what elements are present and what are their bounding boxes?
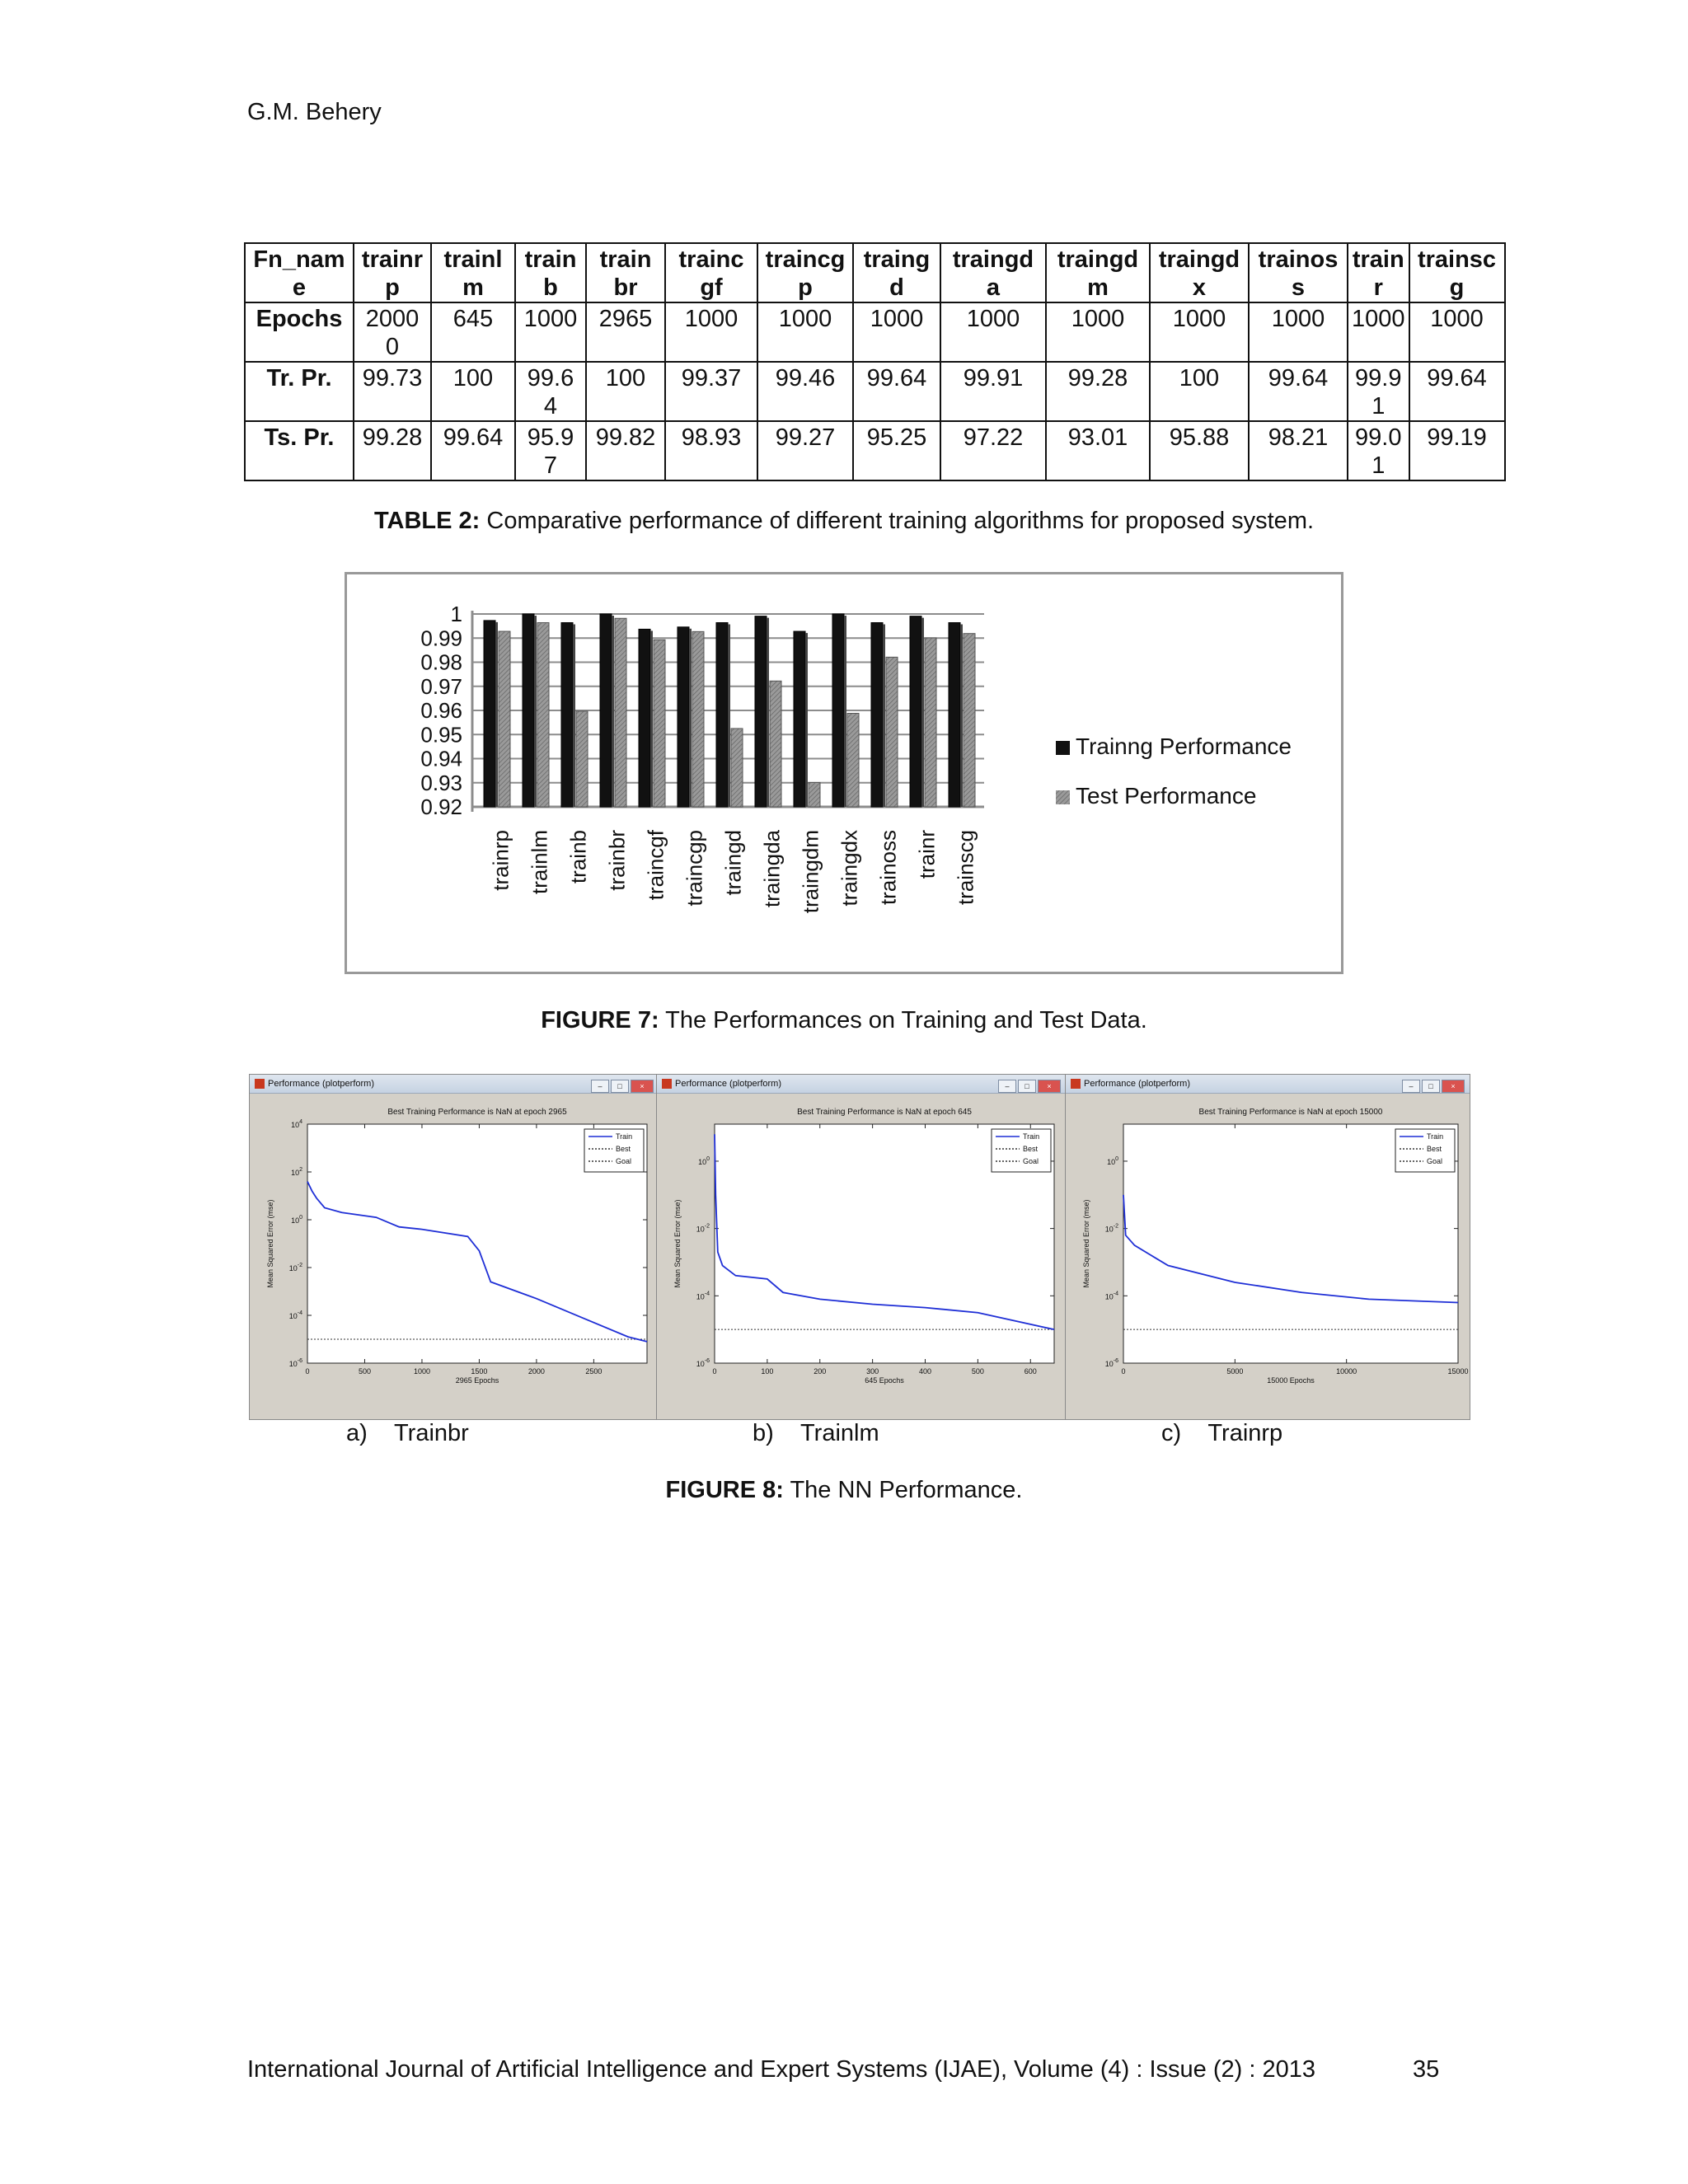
row-header: Epochs xyxy=(245,302,354,362)
x-tick-label: 300 xyxy=(866,1367,879,1376)
minimize-button[interactable]: – xyxy=(998,1080,1016,1093)
subfigure-label-b: b) Trainlm xyxy=(753,1420,879,1446)
bar-train-trainoss xyxy=(871,623,883,807)
results-table xyxy=(244,242,1506,481)
x-tick-label: trainoss xyxy=(875,830,901,906)
bar-test-traingdm xyxy=(809,782,820,807)
subfigure-label-a: a) Trainbr xyxy=(346,1420,469,1446)
maximize-button[interactable]: □ xyxy=(1422,1080,1440,1093)
figure-8-caption-label: FIGURE 8: xyxy=(665,1477,784,1503)
table-cell: 1000 xyxy=(665,302,757,362)
figure-7-caption-text: The Performances on Training and Test Data. xyxy=(659,1007,1147,1033)
bar-train-side xyxy=(534,616,537,807)
plot-window-trainlm xyxy=(656,1074,1067,1420)
page-number: 35 xyxy=(1413,2056,1440,2083)
x-tick-label: 100 xyxy=(761,1367,774,1376)
legend-label-train: Train xyxy=(1023,1132,1040,1141)
table-cell: 1000 xyxy=(1150,302,1249,362)
bar-test-trainb xyxy=(576,711,588,807)
bar-train-side xyxy=(650,630,653,807)
y-axis-label: Mean Squared Error (mse) xyxy=(673,1199,682,1288)
x-tick-label: 1500 xyxy=(471,1367,488,1376)
y-tick-label: $10^{-6}$ xyxy=(696,1358,710,1368)
y-tick-label: $10^{-4}$ xyxy=(1104,1291,1118,1301)
table-cell: 98.93 xyxy=(665,421,757,480)
x-tick-label: trainbr xyxy=(604,830,630,891)
window-title: Performance (plotperform) xyxy=(268,1079,374,1089)
minimize-button[interactable]: – xyxy=(1402,1080,1420,1093)
x-tick-label: 5000 xyxy=(1226,1367,1244,1376)
legend-swatch-train xyxy=(1056,741,1070,755)
column-header: trainl m xyxy=(431,243,515,302)
minimize-button[interactable]: – xyxy=(591,1080,609,1093)
bar-train-side xyxy=(728,625,730,807)
y-tick-label: 0.94 xyxy=(420,746,462,771)
subfigure-label-c: c) Trainrp xyxy=(1161,1420,1283,1446)
table-cell: 1000 xyxy=(757,302,853,362)
x-tick-label: 0 xyxy=(1121,1367,1126,1376)
table-cell: 98.21 xyxy=(1249,421,1348,480)
x-axis-label: 2965 Epochs xyxy=(455,1376,499,1385)
bar-train-side xyxy=(883,625,885,807)
column-header: train b xyxy=(515,243,586,302)
y-tick-label: $10^{-6}$ xyxy=(288,1358,302,1368)
bar-test-traingdx xyxy=(847,714,859,807)
bar-train-trainb xyxy=(561,623,573,807)
bar-train-side xyxy=(767,618,769,807)
y-tick-label: 0.92 xyxy=(420,794,462,819)
table-cell: 1000 xyxy=(1046,302,1150,362)
legend-box xyxy=(584,1129,644,1172)
table-cell: 93.01 xyxy=(1046,421,1150,480)
x-tick-label: 2000 xyxy=(528,1367,545,1376)
x-tick-label: traingda xyxy=(759,830,785,907)
table-cell: 2000 0 xyxy=(354,302,431,362)
figure-8-caption xyxy=(0,1477,1688,1504)
table-cell: 99.27 xyxy=(757,421,853,480)
table-cell: 99.64 xyxy=(1249,362,1348,421)
bar-train-traingdx xyxy=(832,614,844,807)
column-header: trainc gf xyxy=(665,243,757,302)
column-header: traing d xyxy=(853,243,940,302)
x-tick-label: trainlm xyxy=(527,830,552,895)
table-cell: 1000 xyxy=(515,302,586,362)
y-tick-label: 0.99 xyxy=(420,626,462,651)
x-tick-label: trainrp xyxy=(488,830,513,891)
bar-train-traingd xyxy=(716,623,728,807)
legend-box xyxy=(1395,1129,1455,1172)
y-tick-label: $10^0$ xyxy=(1107,1155,1118,1166)
bar-train-traingda xyxy=(755,616,767,807)
table-cell: 99.6 4 xyxy=(515,362,586,421)
table-caption xyxy=(0,508,1688,535)
plot-title: Best Training Performance is NaN at epoch 645 xyxy=(797,1108,972,1117)
y-tick-label: $10^0$ xyxy=(698,1155,710,1166)
bar-train-trainrp xyxy=(484,621,495,807)
x-tick-label: traingd xyxy=(720,830,746,896)
performance-plot-trainbr xyxy=(250,1093,659,1419)
table-cell: 99.91 xyxy=(940,362,1046,421)
table-cell: 100 xyxy=(586,362,665,421)
bar-train-traingdm xyxy=(794,631,805,807)
bar-train-side xyxy=(960,625,963,807)
bar-test-trainbr xyxy=(615,618,626,807)
x-tick-label: 1000 xyxy=(413,1367,430,1376)
legend-box xyxy=(992,1129,1051,1172)
y-tick-label: 0.93 xyxy=(420,770,462,795)
table-cell: 1000 xyxy=(940,302,1046,362)
window-title: Performance (plotperform) xyxy=(675,1079,781,1089)
x-tick-label: 0 xyxy=(712,1367,717,1376)
legend-label-best: Best xyxy=(1023,1145,1039,1153)
legend-label-best: Best xyxy=(616,1145,631,1153)
table-cell: 2965 xyxy=(586,302,665,362)
column-header: trainr p xyxy=(354,243,431,302)
y-tick-label: $10^{-2}$ xyxy=(1104,1223,1118,1234)
figure-7-caption xyxy=(0,1007,1688,1034)
bar-train-side xyxy=(805,633,808,807)
bar-train-trainbr xyxy=(600,614,612,807)
bar-test-trainscg xyxy=(964,634,975,807)
matlab-icon xyxy=(1071,1079,1081,1089)
x-tick-label: 400 xyxy=(918,1367,932,1376)
x-tick-label: 500 xyxy=(358,1367,371,1376)
x-tick-label: traingdm xyxy=(798,830,823,914)
x-tick-label: 600 xyxy=(1024,1367,1037,1376)
y-axis-label: Mean Squared Error (mse) xyxy=(1082,1199,1090,1288)
table-cell: 97.22 xyxy=(940,421,1046,480)
column-header: traingd a xyxy=(940,243,1046,302)
bar-test-traingda xyxy=(770,681,781,807)
x-tick-label: 15000 xyxy=(1447,1367,1469,1376)
x-tick-label: traincgf xyxy=(643,830,668,901)
y-tick-label: $10^0$ xyxy=(291,1215,302,1225)
y-tick-label: $10^{-4}$ xyxy=(288,1310,302,1320)
bar-test-traincgf xyxy=(654,640,665,807)
table-cell: 99.0 1 xyxy=(1348,421,1409,480)
x-tick-label: trainr xyxy=(914,830,940,879)
y-tick-label: 0.95 xyxy=(420,722,462,748)
bar-train-side xyxy=(689,629,692,807)
x-tick-label: trainb xyxy=(565,830,591,884)
bar-test-traincgp xyxy=(692,631,704,807)
x-tick-label: trainscg xyxy=(953,830,978,906)
x-tick-label: 0 xyxy=(305,1367,310,1376)
column-header: train r xyxy=(1348,243,1409,302)
bar-train-side xyxy=(573,625,575,807)
table-cell: 99.28 xyxy=(354,421,431,480)
performance-plot-trainrp xyxy=(1066,1093,1470,1419)
x-tick-label: 10000 xyxy=(1336,1367,1357,1376)
x-axis-label: 15000 Epochs xyxy=(1267,1376,1315,1385)
window-titlebar xyxy=(250,1075,659,1094)
table-cell: 1000 xyxy=(1409,302,1505,362)
close-button[interactable]: × xyxy=(1442,1080,1465,1093)
row-header: Ts. Pr. xyxy=(245,421,354,480)
bar-test-trainlm xyxy=(537,623,549,807)
window-titlebar xyxy=(657,1075,1066,1094)
row-header: Tr. Pr. xyxy=(245,362,354,421)
table-cell: 99.46 xyxy=(757,362,853,421)
bar-test-trainrp xyxy=(499,631,510,807)
column-header: train br xyxy=(586,243,665,302)
bar-train-trainscg xyxy=(949,623,960,807)
table-cell: 1000 xyxy=(1348,302,1409,362)
table-cell: 95.9 7 xyxy=(515,421,586,480)
figure-7-caption-label: FIGURE 7: xyxy=(541,1007,659,1033)
matlab-icon xyxy=(255,1079,265,1089)
x-tick-label: 2500 xyxy=(585,1367,603,1376)
running-header-author: G.M. Behery xyxy=(247,99,382,125)
y-tick-label: $10^{-6}$ xyxy=(1104,1358,1118,1368)
close-button[interactable]: × xyxy=(1038,1080,1061,1093)
x-axis-label: 645 Epochs xyxy=(865,1376,904,1385)
table-cell: 95.25 xyxy=(853,421,940,480)
legend-label-train: Train xyxy=(1427,1132,1444,1141)
table-caption-label: TABLE 2: xyxy=(373,508,481,534)
y-tick-label: 1 xyxy=(450,602,462,626)
table-cell: 99.64 xyxy=(853,362,940,421)
window-titlebar xyxy=(1066,1075,1470,1094)
bar-train-side xyxy=(612,616,614,807)
legend-label-train: Trainng Performance xyxy=(1076,733,1292,759)
table-cell: 99.28 xyxy=(1046,362,1150,421)
y-tick-label: 0.97 xyxy=(420,673,462,699)
legend-label-goal: Goal xyxy=(1023,1157,1039,1165)
y-tick-label: 0.96 xyxy=(420,698,462,723)
plot-window-trainbr xyxy=(249,1074,659,1420)
column-header: trainos s xyxy=(1249,243,1348,302)
y-tick-label: $10^4$ xyxy=(291,1119,302,1129)
legend-label-test: Test Performance xyxy=(1076,783,1257,808)
bar-train-side xyxy=(495,622,498,807)
x-tick-label: 200 xyxy=(814,1367,827,1376)
column-header: trainsc g xyxy=(1409,243,1505,302)
bar-train-traincgf xyxy=(639,629,650,807)
column-header: traingd m xyxy=(1046,243,1150,302)
column-header: traincg p xyxy=(757,243,853,302)
table-cell: 99.64 xyxy=(1409,362,1505,421)
table-cell: 99.37 xyxy=(665,362,757,421)
bar-test-trainr xyxy=(925,638,936,807)
window-title: Performance (plotperform) xyxy=(1084,1079,1190,1089)
column-header: traingd x xyxy=(1150,243,1249,302)
figure-7-chart xyxy=(345,572,1343,974)
close-button[interactable]: × xyxy=(631,1080,654,1093)
table-cell: 1000 xyxy=(1249,302,1348,362)
legend-label-goal: Goal xyxy=(1427,1157,1443,1165)
table-row xyxy=(245,421,1505,480)
table-cell: 95.88 xyxy=(1150,421,1249,480)
legend-label-train: Train xyxy=(616,1132,633,1141)
performance-plot-trainlm xyxy=(657,1093,1066,1419)
table-cell: 100 xyxy=(431,362,515,421)
performance-bar-chart xyxy=(347,574,1341,972)
table-cell: 99.64 xyxy=(431,421,515,480)
matlab-icon xyxy=(662,1079,672,1089)
plot-window-trainrp xyxy=(1065,1074,1470,1420)
x-tick-label: 500 xyxy=(971,1367,984,1376)
column-header: Fn_nam e xyxy=(245,243,354,302)
bar-train-trainlm xyxy=(523,614,534,807)
plot-title: Best Training Performance is NaN at epoch 2965 xyxy=(387,1108,567,1117)
bar-train-traincgp xyxy=(678,627,689,807)
table-cell: 1000 xyxy=(853,302,940,362)
maximize-button[interactable]: □ xyxy=(1018,1080,1036,1093)
table-row xyxy=(245,362,1505,421)
x-tick-label: traincgp xyxy=(682,830,707,907)
journal-footer: International Journal of Artificial Intelligence and Expert Systems (IJAE), Volume (4) : Issue (2) : 2013 xyxy=(247,2056,1315,2083)
figure-8-caption-text: The NN Performance. xyxy=(783,1477,1023,1503)
table-cell: 99.73 xyxy=(354,362,431,421)
y-tick-label: $10^{-2}$ xyxy=(696,1223,710,1234)
table-cell: 99.82 xyxy=(586,421,665,480)
maximize-button[interactable]: □ xyxy=(611,1080,629,1093)
bar-train-trainr xyxy=(910,616,921,807)
y-tick-label: $10^2$ xyxy=(291,1167,302,1177)
table-caption-text: Comparative performance of different training algorithms for proposed system. xyxy=(480,508,1315,534)
table-cell: 99.9 1 xyxy=(1348,362,1409,421)
legend-label-goal: Goal xyxy=(616,1157,632,1165)
bar-train-side xyxy=(921,618,924,807)
table-row xyxy=(245,302,1505,362)
y-axis-label: Mean Squared Error (mse) xyxy=(266,1199,274,1288)
plot-title: Best Training Performance is NaN at epoch 15000 xyxy=(1198,1108,1383,1117)
y-tick-label: $10^{-4}$ xyxy=(696,1291,710,1301)
bar-test-traingd xyxy=(731,729,743,807)
bar-test-trainoss xyxy=(886,657,898,807)
legend-swatch-test xyxy=(1056,790,1070,804)
x-tick-label: traingdx xyxy=(837,830,862,907)
table-cell: 645 xyxy=(431,302,515,362)
legend-label-best: Best xyxy=(1427,1145,1442,1153)
table-cell: 99.19 xyxy=(1409,421,1505,480)
table-cell: 100 xyxy=(1150,362,1249,421)
y-tick-label: 0.98 xyxy=(420,649,462,675)
bar-train-side xyxy=(844,616,846,807)
y-tick-label: $10^{-2}$ xyxy=(288,1263,302,1272)
